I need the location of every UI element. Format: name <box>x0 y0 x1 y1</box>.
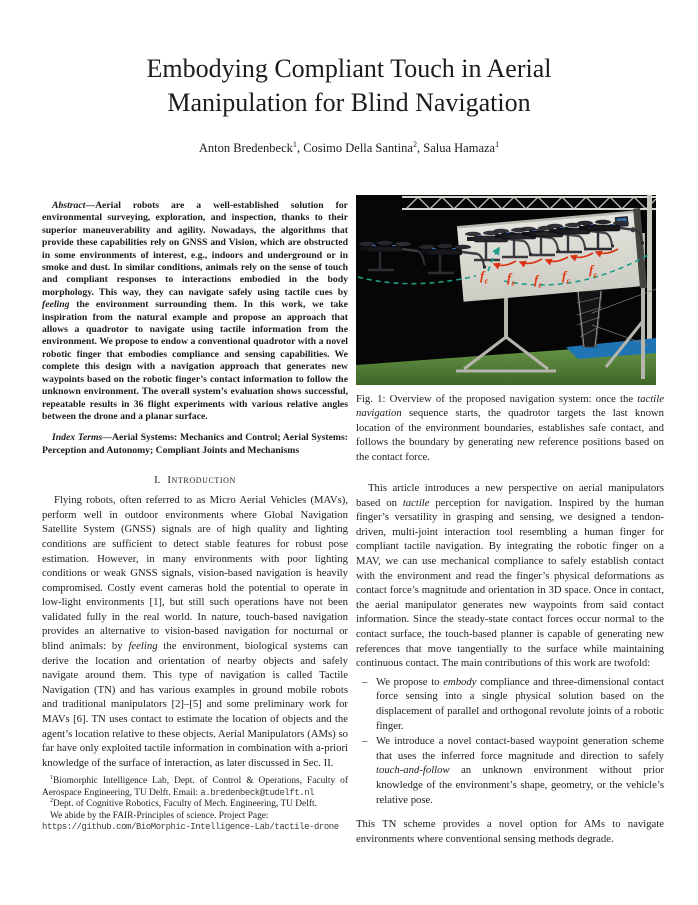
left-column <box>42 197 348 833</box>
section-number: I. <box>154 474 161 487</box>
contribution-item <box>362 734 664 807</box>
figure-1-caption: Fig. 1: Overview of the proposed navigation system: once the tactile navigation sequence starts, the quadrotor targets the last known location of the environment boundaries, establishes safe contact, and follows the boundary by generating new reference positions based on the contact force. <box>356 393 664 463</box>
right-column-paragraph-1: This article introduces a new perspective on aerial manipulators based on tactile perception for navigation. Inspired by the human finger’s versatility in grasping and sensing, we designed a tendon-driven, multi-joint interaction tool resembling a human finger for compliant tactile navigation. By integrating the robotic finger on a MAV, we can use mechanical compliance to safely establish contact with the environment and read the finger’s physical deformations as contact force’s magnitude and orientation in 3D space. Once in contact, the aerial manipulator generates new waypoints from said contact information. Since the steady-state contact forces occur normal to the contact surface, the touch-based planner is capable of generating new references that move tangentially to the surface while maintaining continuous contact. The main contributions of this work are twofold: <box>356 482 664 670</box>
force-label: $f_\varepsilon$ <box>562 268 570 286</box>
bullet-dash: – <box>362 675 368 688</box>
figure-1-photo <box>356 195 656 385</box>
bullet-dash: – <box>362 735 368 748</box>
paper-title <box>0 52 698 120</box>
right-column <box>356 195 664 846</box>
force-label: $f_\varepsilon$ <box>480 268 488 286</box>
contribution-item <box>362 675 664 733</box>
contribution-text: We propose to embody compliance and three-dimensional contact force sensing into a single physical solution based on the displacement of parallel and orthogonal revolute joints of a robotic finger. <box>376 675 664 732</box>
right-column-paragraph-2: This TN scheme provides a novel option for AMs to navigate environments where conventional sensing methods degrade. <box>356 818 664 845</box>
force-label: $f_\varepsilon$ <box>507 270 515 288</box>
index-terms: Index Terms—Aerial Systems: Mechanics and Control; Aerial Systems: Perception and Autonomy; Compliant Joints and Mechanisms <box>42 432 348 456</box>
paper-title-line2: Manipulation for Blind Navigation <box>167 88 531 117</box>
footnote-affiliation-2: $^2$Dept. of Cognitive Robotics, Faculty of Mech. Engineering, TU Delft. <box>50 798 317 810</box>
project-page-link[interactable]: https://github.com/BioMorphic-Intelligence-Lab/tactile-drone <box>42 822 339 833</box>
paper-title-line1: Embodying Compliant Touch in Aerial <box>146 54 552 83</box>
figure-1-image <box>356 195 656 385</box>
section-title: Introduction <box>167 474 236 487</box>
force-label: $f_\varepsilon$ <box>534 272 542 290</box>
author-line: Anton Bredenbeck$^1$, Cosimo Della Santina$^2$, Salua Hamaza$^1$ <box>198 139 500 155</box>
contributions-list <box>356 675 664 807</box>
figure-1 <box>356 195 664 464</box>
intro-paragraph: Flying robots, often referred to as Micro Aerial Vehicles (MAVs), perform well in outdoor environments where Global Navigation Satellite System (GNSS) signals are of high quality and lighting conditions are sufficient to detect stable features for robust pose estimation. However, in many environments with poor lighting conditions or weak GNSS signals, vision-based navigation is heavily compromised. Costly event cameras hold the potential to operate in low-light environments [1], but still such operations have not been validated fully in the real world. In nature, touch-based navigation provides an alternative to vision-based navigation for nocturnal or blind animals: by feeling the environment, biological systems can derive the location and orientation of nearby objects and safely navigate around them. This type of navigation is called Tactile Navigation (TN) and has various examples in ground mobile robots and traditional manipulators [2]–[5] and some preliminary work for MAVs [6]. TN uses contact to estimate the location of objects and the agent’s location relative to these objects. Aerial Manipulators (AMs) so far have only exploited tactile information in combination with a-priori knowledge of the surface of interaction, as later discussed in Sec. II. <box>42 494 348 769</box>
truss-upright-post <box>647 195 652 349</box>
footnote-fair-principles: We abide by the FAIR-Principles of science. Project Page: <box>50 810 269 821</box>
contribution-text: We introduce a novel contact-based waypoint generation scheme that uses the inferred force magnitude and direction to safely touch-and-follow an unknown environment without prior knowledge of the environment’s shape, geometry, or the vehicle’s relative pose. <box>376 735 664 806</box>
section-heading-introduction <box>42 474 348 486</box>
footnote-affiliation-1: $^1$Biomorphic Intelligence Lab, Dept. of Control & Operations, Faculty of Aerospace Engineering, TU Delft. Email: a.bredenbeck@tudelft.nl <box>42 775 348 798</box>
force-label: $f_\varepsilon$ <box>589 262 597 280</box>
abstract-paragraph: Abstract—Aerial robots are a well-established solution for environmental surveying, exploration, and inspection, thanks to their superior maneuverability and agility. Nowadays, the algorithms that provide these capabilities rely on GNSS and Vision, which are obstructed in some environments of interest, e.g., indoors and underground or in smoke and dust. In similar conditions, animals rely on the sense of touch and compliant responses to interactions embodied in the body morphology. This way, they can navigate safely using tactile cues by feeling the environment surrounding them. In this work, we take inspiration from the natural example and propose an approach that allows a quadrotor to navigate using tactile information from the environment. We propose to endow a conventional quadrotor with a novel robotic finger that embodies compliance and sensing capabilities. We complete this design with a navigation approach that generates new waypoints based on the robotic finger’s contact information to follow the unknown environment. The overall system’s evaluation shows successful, repeatable results in 36 flight experiments with various relative angles between the drone and a planar surface. <box>42 200 348 422</box>
footnotes <box>42 776 348 833</box>
